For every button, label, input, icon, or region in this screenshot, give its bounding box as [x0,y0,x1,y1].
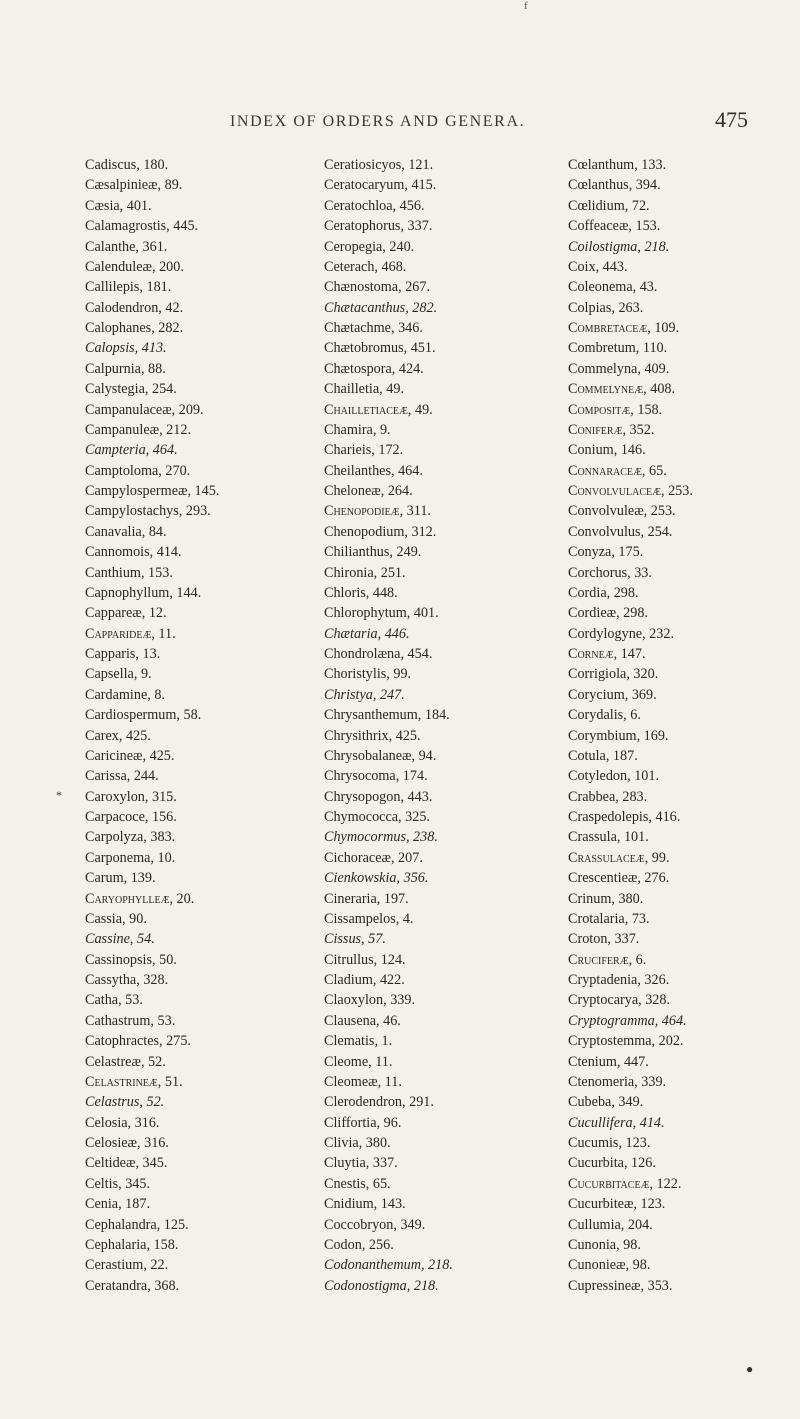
index-entry: Cordia, 298. [568,584,639,601]
index-entry: Cœlanthum, 133. [568,157,667,173]
index-entry: Calpurnia, 88. [85,360,166,377]
index-entry: Cephalaria, 158. [85,1236,179,1253]
index-entry: Chætobromus, 451. [324,340,436,357]
index-entry: Cryptogramma, 464. [568,1012,687,1029]
index-entry: Cunonieæ, 98. [568,1257,651,1274]
index-entry: Cryptadenia, 326. [568,972,670,988]
index-entry: Calystegia, 254. [85,381,177,398]
index-entry: Cleomeæ, 11. [324,1073,402,1090]
index-entry: Calamagrostis, 445. [85,218,199,235]
index-entry: Crassulaceæ, 99. [568,849,670,866]
index-entry: Cryptocarya, 328. [568,992,671,1009]
index-entry: Cardiospermum, 58. [85,707,202,724]
index-entry: Chrysopogon, 443. [324,788,433,805]
index-entry: Cluytia, 337. [324,1155,398,1172]
index-entry: Crinum, 380. [568,890,644,907]
index-entry: Campteria, 464. [85,442,178,459]
index-entry: Chloris, 448. [324,584,398,601]
index-entry: Christya, 247. [324,686,405,703]
index-entry: Corrigiola, 320. [568,666,659,683]
index-entry: Canthium, 153. [85,564,173,581]
index-entry: Capnophyllum, 144. [85,584,202,601]
index-entry: Choristylis, 99. [324,666,412,683]
stray-mark-left: * [56,788,62,802]
index-entry: Carpacoce, 156. [85,809,177,825]
index-entry: Charieis, 172. [324,442,404,459]
index-entry: Combretum, 110. [568,340,668,357]
index-entry: Crescentieæ, 276. [568,870,670,887]
index-entry: Cardamine, 8. [85,686,165,703]
index-entry: Cheloneæ, 264. [324,483,413,499]
index-entry: Chlorophytum, 401. [324,605,439,622]
index-entry: Commelyneæ, 408. [568,381,676,398]
index-entry: Celtideæ, 345. [85,1155,168,1172]
index-entry: Cucurbiteæ, 123. [568,1196,666,1213]
index-entry: Cannomois, 414. [85,544,182,561]
index-entry: Capsella, 9. [85,666,152,683]
index-entry: Calenduleæ, 200. [85,258,184,275]
index-entry: Corymbium, 169. [568,727,669,744]
stray-mark-bottom: ● [746,1362,754,1376]
index-entry: Carum, 139. [85,870,156,887]
index-entry: Cassinopsis, 50. [85,951,177,968]
index-entry: Ceratiosicyos, 121. [324,157,434,173]
index-entry: Cnestis, 65. [324,1175,391,1192]
index-entry: Clivia, 380. [324,1135,391,1151]
index-entry: Campanulaceæ, 209. [85,401,204,418]
index-entry: Compositæ, 158. [568,401,663,418]
index-entry: Corydalis, 6. [568,707,641,724]
index-entry: Camptoloma, 270. [85,462,191,479]
index-entry: Celosia, 316. [85,1114,160,1131]
index-entry: Crotalaria, 73. [568,910,650,927]
index-entry: Celastrus, 52. [85,1094,165,1111]
index-entry: Clematis, 1. [324,1033,393,1050]
index-entry: Coniferæ, 352. [568,421,655,438]
index-entry: Campylostachys, 293. [85,503,211,520]
index-entry: Calanthe, 361. [85,238,168,255]
index-entry: Cotula, 187. [568,747,638,764]
index-entry: Chondrolæna, 454. [324,646,433,662]
index-entry: Cotyledon, 101. [568,768,660,785]
index-entry: Connaraceæ, 65. [568,462,667,479]
index-entry: Croton, 337. [568,931,640,948]
index-entry: Cliffortia, 96. [324,1114,402,1131]
index-entry: Cladium, 422. [324,972,405,988]
index-entry: Coffeaceæ, 153. [568,218,661,235]
index-entry: Coilostigma, 218. [568,238,670,255]
index-entry: Citrullus, 124. [324,951,406,968]
index-entry: Cichoraceæ, 207. [324,849,423,866]
index-entry: Callilepis, 181. [85,279,172,296]
index-entry: Cucurbitaceæ, 122. [568,1175,682,1192]
index-entry: Cordieæ, 298. [568,605,648,622]
index-entry: Cathastrum, 53. [85,1012,176,1029]
index-entry: Chænostoma, 267. [324,279,431,296]
index-entry: Cappareæ, 12. [85,605,167,622]
page-number: 475 [715,107,748,132]
index-entry: Cheilanthes, 464. [324,462,423,479]
index-entry: Cupressineæ, 353. [568,1277,673,1294]
index-entry: Caroxylon, 315. [85,788,177,805]
running-title: INDEX OF ORDERS AND GENERA. [230,113,526,130]
index-entry: Crabbea, 283. [568,788,648,805]
index-entry: Conyza, 175. [568,544,644,561]
index-entry: Chætospora, 424. [324,360,424,377]
index-entry: Celastrineæ, 51. [85,1073,183,1090]
index-entry: Calodendron, 42. [85,299,184,316]
index-entry: Cissus, 57. [324,931,386,948]
index-entry: Cerastium, 22. [85,1257,169,1274]
index-entry: Chymocormus, 238. [324,829,438,846]
index-column-3 [568,155,800,1296]
index-entry: Calophanes, 282. [85,320,184,336]
index-entry: Commelyna, 409. [568,360,670,377]
index-entry: Canavalia, 84. [85,523,167,540]
index-entry: Celosieæ, 316. [85,1135,169,1151]
index-entry: Claoxylon, 339. [324,992,416,1009]
index-entry: Convolvulaceæ, 253. [568,483,693,499]
index-entry: Ceterach, 468. [324,258,407,275]
index-entry: Capparis, 13. [85,646,161,662]
index-entry: Cnidium, 143. [324,1196,406,1213]
index-entry: Chrysithrix, 425. [324,727,421,744]
index-entry: Cordylogyne, 232. [568,625,675,642]
index-entry: Colpias, 263. [568,299,644,316]
index-entry: Chamira, 9. [324,421,391,438]
index-entry: Celtis, 345. [85,1175,151,1192]
index-entry: Cenia, 187. [85,1196,151,1213]
index-entry: Cienkowskia, 356. [324,870,429,887]
index-entry: Cœlanthus, 394. [568,177,661,194]
index-entry: Cassia, 90. [85,910,147,927]
index-entry: Capparideæ, 11. [85,625,176,642]
index-entry: Craspedolepis, 416. [568,809,681,825]
index-entry: Ceratochloa, 456. [324,197,425,214]
index-entry: Cæsia, 401. [85,197,152,214]
index-entry: Celastreæ, 52. [85,1053,166,1070]
index-entry: Cephalandra, 125. [85,1216,189,1233]
index-entry: Combretaceæ, 109. [568,320,680,336]
index-entry: Chætacanthus, 282. [324,299,438,316]
index-entry: Corycium, 369. [568,686,657,703]
index-entry: Ceratandra, 368. [85,1277,180,1294]
index-entry: Cassine, 54. [85,931,155,948]
index-column-1 [85,155,325,1296]
index-entry: Chymococca, 325. [324,809,430,825]
index-entry: Cæsalpinieæ, 89. [85,177,183,194]
index-entry: Convolvuleæ, 253. [568,503,676,520]
index-entry: Codon, 256. [324,1236,394,1253]
index-entry: Convolvulus, 254. [568,523,673,540]
stray-mark-top: f [524,0,528,12]
index-entry: Cubeba, 349. [568,1094,644,1111]
index-entry: Cryptostemma, 202. [568,1033,684,1050]
index-entry: Cucurbita, 126. [568,1155,656,1172]
index-entry: Calopsis, 413. [85,340,167,357]
index-entry: Corchorus, 33. [568,564,652,581]
index-entry: Catophractes, 275. [85,1033,191,1050]
index-entry: Ctenomeria, 339. [568,1073,667,1090]
index-entry: Carissa, 244. [85,768,159,785]
index-entry: Conium, 146. [568,442,646,459]
index-entry: Carpolyza, 383. [85,829,176,846]
index-entry: Ctenium, 447. [568,1053,649,1070]
index-entry: Cœlidium, 72. [568,197,650,214]
index-entry: Cucullifera, 414. [568,1114,665,1131]
index-entry: Catha, 53. [85,992,143,1009]
index-entry: Cadiscus, 180. [85,157,169,173]
index-entry: Cullumia, 204. [568,1216,653,1233]
index-entry: Chironia, 251. [324,564,406,581]
index-entry: Ceratophorus, 337. [324,218,433,235]
index-entry: Chætaria, 446. [324,625,410,642]
index-entry: Cruciferæ, 6. [568,951,647,968]
index-entry: Coccobryon, 349. [324,1216,426,1233]
index-entry: Chrysocoma, 174. [324,768,428,785]
index-entry: Coix, 443. [568,258,628,275]
index-column-2 [324,155,564,1296]
index-entry: Chailletiaceæ, 49. [324,401,433,418]
index-entry: Chrysanthemum, 184. [324,707,450,724]
index-entry: Carponema, 10. [85,849,176,866]
index-entry: Chilianthus, 249. [324,544,422,561]
index-entry: Campanuleæ, 212. [85,421,191,438]
index-entry: Cassytha, 328. [85,972,169,988]
index-entry: Codonanthemum, 218. [324,1257,453,1274]
index-entry: Campylospermeæ, 145. [85,483,220,499]
index-entry: Corneæ, 147. [568,646,646,662]
index-entry: Chailletia, 49. [324,381,404,398]
index-entry: Coleonema, 43. [568,279,658,296]
index-entry: Clausena, 46. [324,1012,401,1029]
index-entry: Chenopodieæ, 311. [324,503,431,520]
index-entry: Clerodendron, 291. [324,1094,434,1111]
index-entry: Cunonia, 98. [568,1236,641,1253]
page-header [0,107,800,143]
index-entry: Chenopodium, 312. [324,523,437,540]
index-entry: Cineraria, 197. [324,890,409,907]
index-entry: Codonostigma, 218. [324,1277,439,1294]
index-entry: Cissampelos, 4. [324,910,414,927]
index-entry: Cleome, 11. [324,1053,393,1070]
index-entry: Cucumis, 123. [568,1135,651,1151]
index-entry: Chætachme, 346. [324,320,423,336]
index-entry: Crassula, 101. [568,829,649,846]
index-entry: Caryophylleæ, 20. [85,890,195,907]
index-entry: Caricineæ, 425. [85,747,175,764]
index-entry: Carex, 425. [85,727,151,744]
index-entry: Chrysobalaneæ, 94. [324,747,437,764]
index-entry: Ceropegia, 240. [324,238,415,255]
index-entry: Ceratocaryum, 415. [324,177,437,194]
